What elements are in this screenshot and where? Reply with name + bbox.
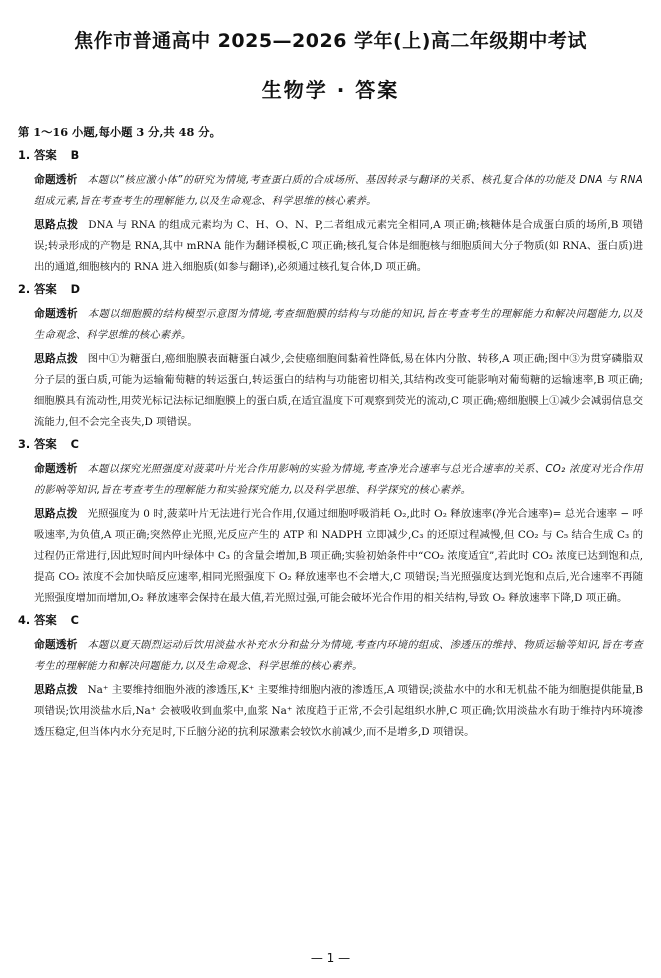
answer-value: C xyxy=(70,438,79,451)
hint-paragraph xyxy=(18,679,643,743)
question-number: 2. xyxy=(18,283,31,296)
hint-text: 光照强度为 0 时,菠菜叶片无法进行光合作用,仅通过细胞呼吸消耗 O₂,此时 O₂ 释放速率(净光合速率)= 总光合速率 − 呼吸速率,为负值,A 项正确;突然停止光照,光反应产生的 ATP 和 NADPH 立即减少,C₃ 的还原过程减慢,但 CO₂ 与 C₅ 结合生成 C₃ 的过程仍正常进行,因此短时间内叶绿体中 C₃ 的含量会增加,B 项正确;实验初始条件中“CO₂ 浓度适宜”,若此时 CO₂ 浓度已达到饱和点,提高 CO₂ 浓度不会加快暗反应速率,相同光照强度下 O₂ 释放速率也不会增大,C 项错误;当光照强度达到光饱和点后,光合速率不再随光照强度增加而增加,O₂ 释放速率会保持在最大值,若光照过强,可能会破坏光合作用的相关结构,导致 O₂ 释放速率下降,D 项正确。 xyxy=(34,508,644,604)
section-intro: 第 1～16 小题,每小题 3 分,共 48 分。 xyxy=(18,125,221,139)
question-header xyxy=(18,611,643,631)
page-number: — 1 — xyxy=(310,951,351,965)
question-header xyxy=(18,435,643,455)
analysis-text: 本题以探究光照强度对菠菜叶片光合作用影响的实验为情境,考查净光合速率与总光合速率的关系、CO₂ 浓度对光合作用的影响等知识,旨在考查考生的理解能力和实验探究能力,以及科学思维、科学探究的核心素养。 xyxy=(34,464,644,496)
hint-paragraph xyxy=(18,503,643,609)
question-header xyxy=(18,146,643,166)
analysis-paragraph xyxy=(18,303,643,346)
question-item xyxy=(18,280,643,433)
hint-label: 思路点拨 xyxy=(34,218,79,231)
answer-label: 答案 xyxy=(34,614,57,627)
question-number: 1. xyxy=(18,149,31,162)
question-item xyxy=(18,435,643,609)
hint-text: 图中①为糖蛋白,癌细胞膜表面糖蛋白减少,会使癌细胞间黏着性降低,易在体内分散、转移,A 项正确;图中③为贯穿磷脂双分子层的蛋白质,可能为运输葡萄糖的转运蛋白,转运蛋白的结构与功能密切相关,其结构改变可能影响对葡萄糖的运输速率,B 项正确;细胞膜具有流动性,用荧光标记法标记细胞膜上的蛋白质,在适宜温度下可观察到荧光的流动,C 项正确;癌细胞膜上①减少会减弱信息交流能力,但不会完全丧失,D 项错误。 xyxy=(34,353,644,428)
analysis-text: 本题以“核应激小体”的研究为情境,考查蛋白质的合成场所、基因转录与翻译的关系、核孔复合体的功能及 DNA 与 RNA 组成元素,旨在考查考生的理解能力,以及生命观念、科学思维的核心素养。 xyxy=(34,175,643,207)
hint-label: 思路点拨 xyxy=(34,683,78,696)
hint-paragraph xyxy=(18,214,643,278)
answer-label: 答案 xyxy=(34,438,57,451)
analysis-paragraph xyxy=(18,169,643,212)
analysis-paragraph xyxy=(18,458,643,501)
analysis-text: 本题以夏天剧烈运动后饮用淡盐水补充水分和盐分为情境,考查内环境的组成、渗透压的维持、物质运输等知识,旨在考查考生的理解能力和解决问题能力,以及生命观念、科学思维的核心素养。 xyxy=(34,640,644,672)
hint-label: 思路点拨 xyxy=(34,507,78,520)
question-list xyxy=(18,146,643,743)
analysis-label: 命题透析 xyxy=(34,173,78,186)
hint-text: Na⁺ 主要维持细胞外液的渗透压,K⁺ 主要维持细胞内液的渗透压,A 项错误;淡盐水中的水和无机盐不能为细胞提供能量,B 项错误;饮用淡盐水后,Na⁺ 会被吸收到血浆中,血浆 Na⁺ 浓度趋于正常,不会引起组织水肿,C 项正确;饮用淡盐水有助于维持内环境渗透压稳定,但当体内水分充足时,下丘脑分泌的抗利尿激素会较饮水前减少,而不是增多,D 项错误。 xyxy=(34,684,643,738)
answer-value: C xyxy=(70,614,79,627)
analysis-label: 命题透析 xyxy=(34,638,78,651)
hint-text: DNA 与 RNA 的组成元素均为 C、H、O、N、P,二者组成元素完全相同,A 项正确;核糖体是合成蛋白质的场所,B 项错误;转录形成的产物是 RNA,其中 mRNA 能作为翻译模板,C 项正确;核孔复合体是细胞核与细胞质间大分子物质(如 RNA、蛋白质)进出的通道,细胞核内的 RNA 进入细胞质(如参与翻译),必须通过核孔复合体,D 项正确。 xyxy=(34,219,644,273)
question-item xyxy=(18,611,643,743)
analysis-text: 本题以细胞膜的结构模型示意图为情境,考查细胞膜的结构与功能的知识,旨在考查考生的理解能力和解决问题能力,以及生命观念、科学思维的核心素养。 xyxy=(34,309,643,341)
answer-label: 答案 xyxy=(34,149,57,162)
question-number: 3. xyxy=(18,438,31,451)
question-header xyxy=(18,280,643,300)
analysis-paragraph xyxy=(18,634,643,677)
question-number: 4. xyxy=(18,614,31,627)
page-subtitle: 生物学 · 答案 xyxy=(261,78,400,102)
question-item xyxy=(18,146,643,278)
analysis-label: 命题透析 xyxy=(34,462,78,475)
hint-paragraph xyxy=(18,348,643,433)
page-title: 焦作市普通高中 2025—2026 学年(上)高二年级期中考试 xyxy=(74,30,587,52)
answer-value: B xyxy=(70,149,80,162)
hint-label: 思路点拨 xyxy=(34,352,78,365)
answer-value: D xyxy=(70,283,81,296)
analysis-label: 命题透析 xyxy=(34,307,78,320)
answer-label: 答案 xyxy=(34,283,57,296)
